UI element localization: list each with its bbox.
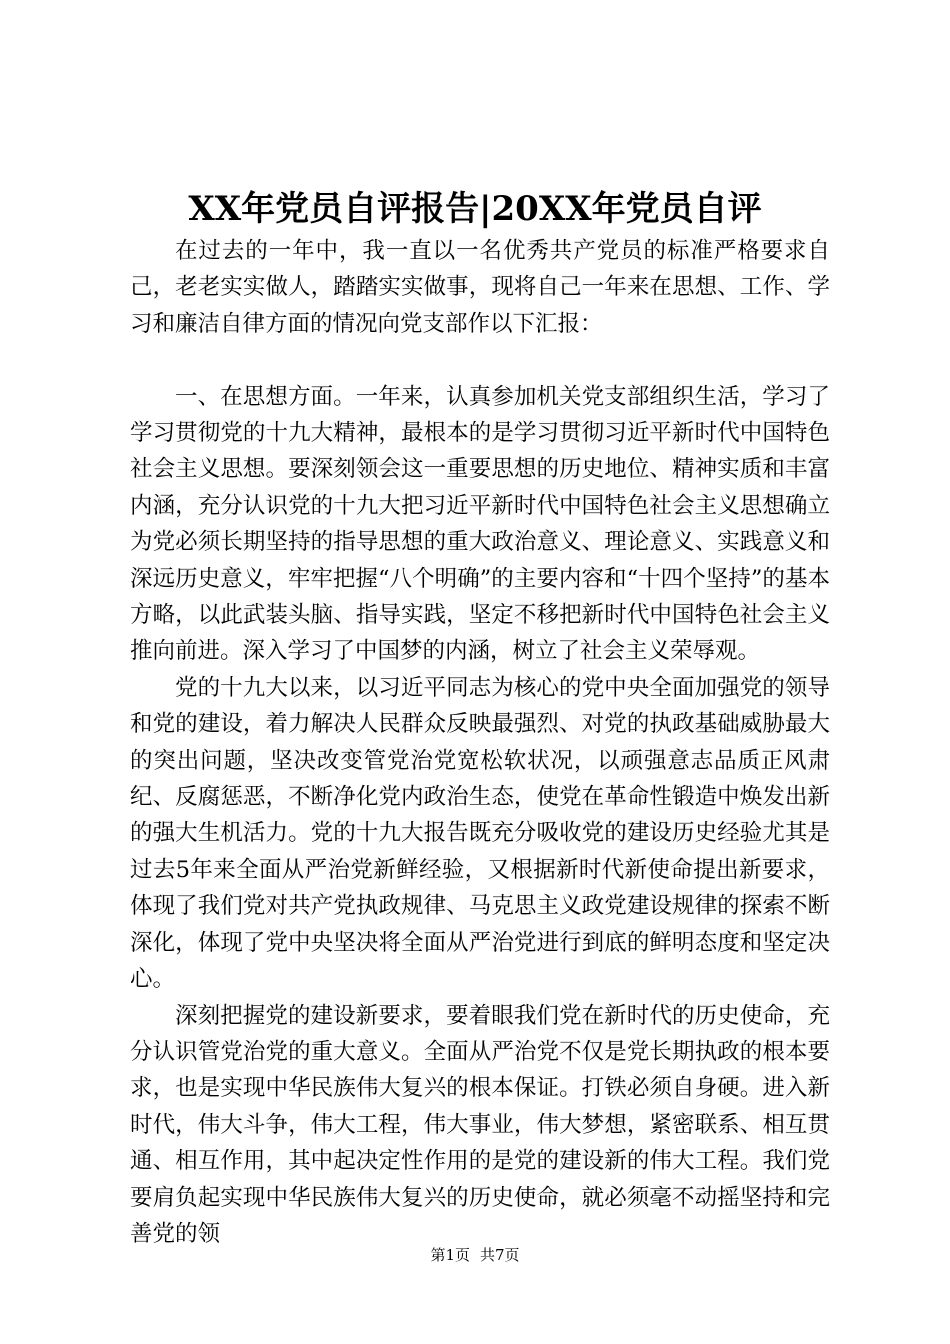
paragraph-spacer [130, 342, 830, 378]
document-body [130, 233, 830, 1252]
paragraph-thought: 一、在思想方面。一年来，认真参加机关党支部组织生活，学习了学习贯彻党的十九大精神，最根本的是学习贯彻习近平新时代中国特色社会主义思想。要深刻领会这一重要思想的历史地位、精神实质和丰富内涵，充分认识党的十九大把习近平新时代中国特色社会主义思想确立为党必须长期坚持的指导思想的重大政治意义、理论意义、实践意义和深远历史意义，牢牢把握“八个明确”的主要内容和“十四个坚持”的基本方略，以此武装头脑、指导实践，坚定不移把新时代中国特色社会主义推向前进。深入学习了中国梦的内涵，树立了社会主义荣辱观。 [130, 383, 830, 665]
page-footer [0, 1244, 950, 1266]
page-total: 共7页 [480, 1246, 520, 1264]
paragraph-party-building: 深刻把握党的建设新要求，要着眼我们党在新时代的历史使命，充分认识管党治党的重大意义。全面从严治党不仅是党长期执政的根本要求，也是实现中华民族伟大复兴的根本保证。打铁必须自身硬。进入新时代，伟大斗争，伟大工程，伟大事业，伟大梦想，紧密联系、相互贯通、相互作用，其中起决定性作用的是党的建设新的伟大工程。我们党要肩负起实现中华民族伟大复兴的历史使命，就必须毫不动摇坚持和完善党的领 [130, 1002, 830, 1247]
paragraph-intro: 在过去的一年中，我一直以一名优秀共产党员的标准严格要求自己，老老实实做人，踏踏实实做事，现将自己一年来在思想、工作、学习和廉洁自律方面的情况向党支部作以下汇报： [130, 238, 830, 337]
document-title: XX年党员自评报告|20XX年党员自评 [188, 189, 762, 229]
paragraph-party-leadership: 党的十九大以来，以习近平同志为核心的党中央全面加强党的领导和党的建设，着力解决人民群众反映最强烈、对党的执政基础威胁最大的突出问题，坚决改变管党治党宽松软状况，以顽强意志品质正风肃纪、反腐惩恶，不断净化党内政治生态，使党在革命性锻造中焕发出新的强大生机活力。党的十九大报告既充分吸收党的建设历史经验尤其是过去5年来全面从严治党新鲜经验，又根据新时代新使命提出新要求，体现了我们党对共产党执政规律、马克思主义政党建设规律的探索不断深化，体现了党中央坚决将全面从严治党进行到底的鲜明态度和坚定决心。 [130, 674, 830, 993]
page-number: 第1页 [430, 1246, 470, 1264]
